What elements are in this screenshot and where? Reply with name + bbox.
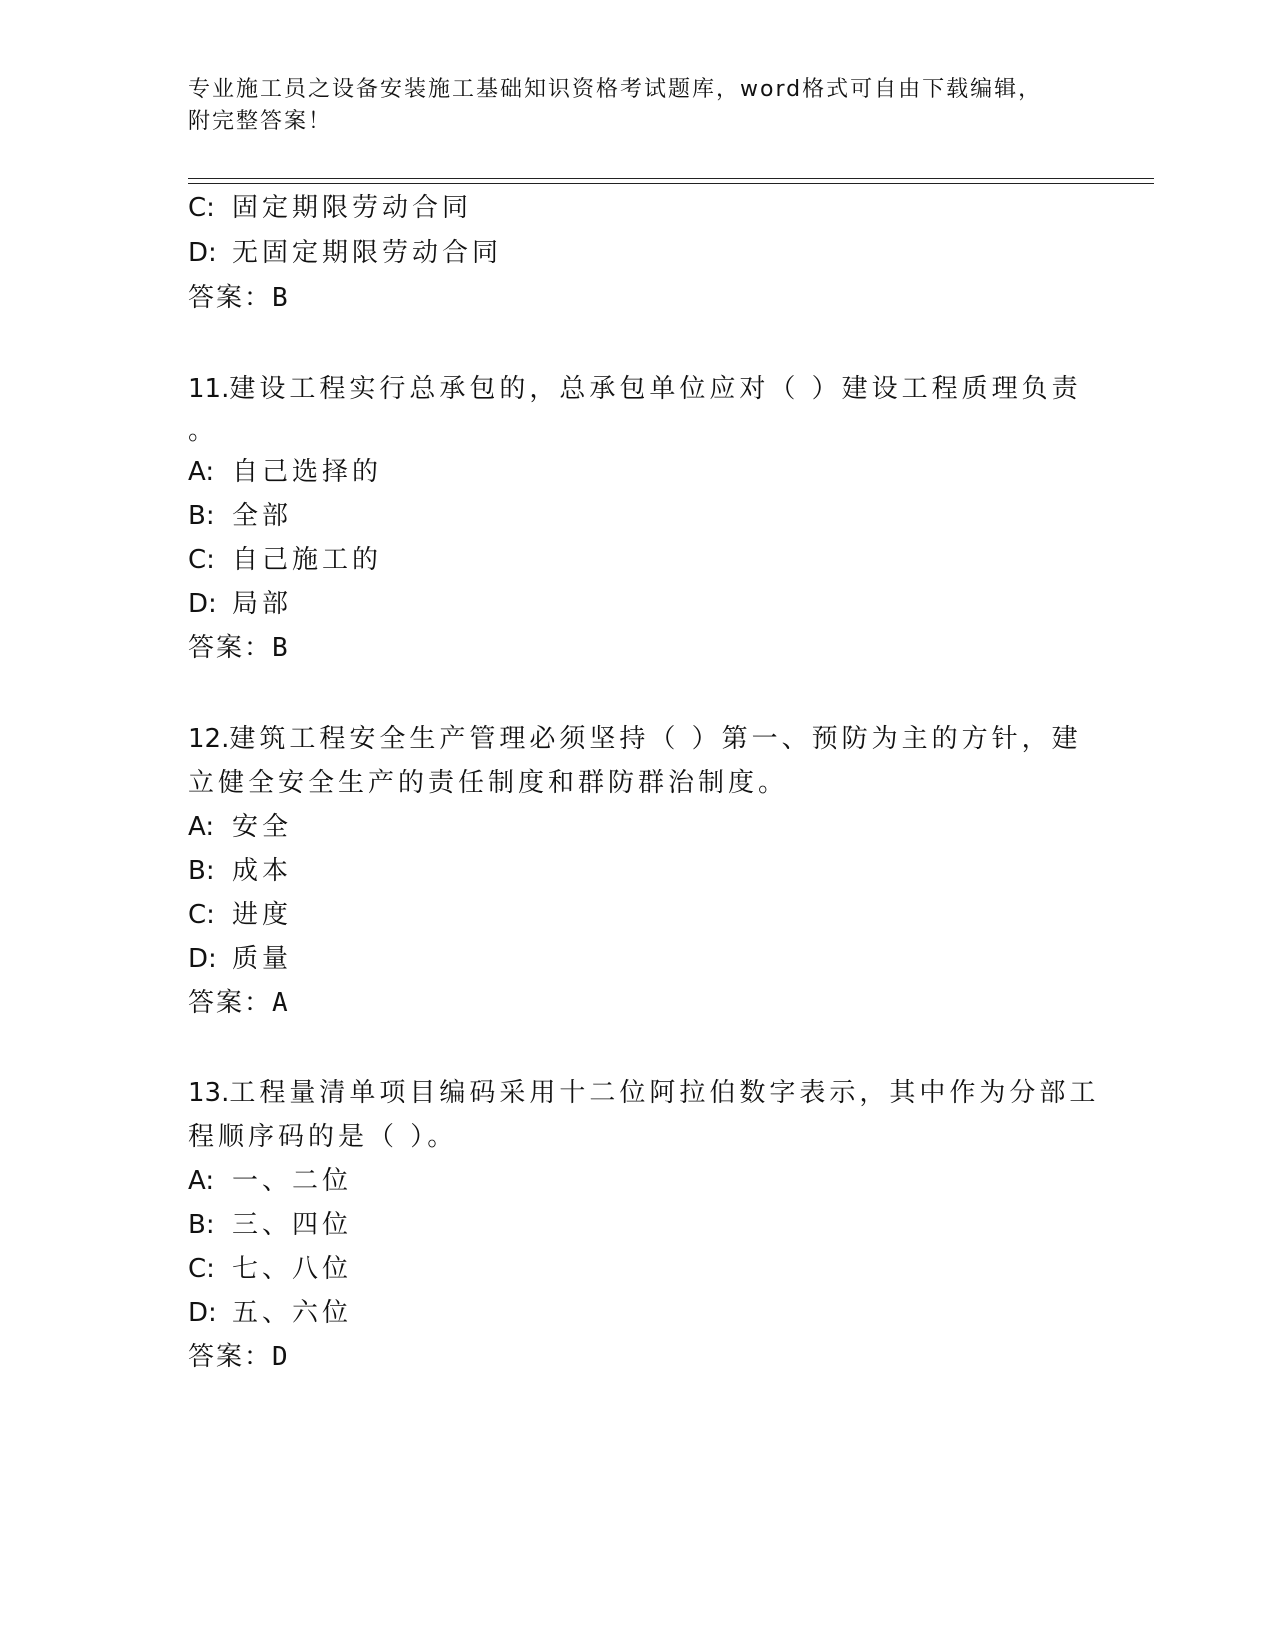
answer-value: A	[272, 988, 289, 1018]
option-text: 全部	[232, 501, 293, 531]
q12-stem-line-2: 立健全安全生产的责任制度和群防群治制度。	[188, 768, 789, 798]
option-key: D:	[188, 589, 217, 619]
q11-option-b	[188, 499, 292, 533]
option-text: 固定期限劳动合同	[232, 193, 473, 223]
q11-option-a	[188, 455, 382, 489]
q13-stem-line-1	[188, 1076, 1099, 1110]
q12-stem-line-1	[188, 722, 1082, 756]
q12-option-b	[188, 854, 292, 888]
option-text: 自己选择的	[232, 457, 383, 487]
header-line-1: 专业施工员之设备安装施工基础知识资格考试题库，word格式可自由下载编辑，	[188, 77, 1043, 102]
answer-label: 答案：	[188, 1342, 273, 1372]
q12-answer	[188, 986, 289, 1020]
q13-option-d	[188, 1296, 352, 1330]
option-text: 三、四位	[232, 1210, 353, 1240]
option-text: 局部	[232, 589, 293, 619]
option-key: A:	[188, 1166, 215, 1196]
option-key: A:	[188, 457, 215, 487]
q13-option-c	[188, 1252, 352, 1286]
q13-option-a	[188, 1164, 352, 1198]
option-key: C:	[188, 545, 215, 575]
option-text: 五、六位	[232, 1298, 353, 1328]
question-text: 建设工程实行总承包的，总承包单位应对（ ）建设工程质理负责	[229, 374, 1082, 404]
answer-value: B	[272, 283, 289, 313]
option-text: 自己施工的	[232, 545, 383, 575]
question-number: 12.	[188, 724, 230, 754]
option-text: 安全	[232, 812, 293, 842]
question-number: 13.	[188, 1078, 230, 1108]
option-key: C:	[188, 193, 215, 223]
option-text: 七、八位	[232, 1254, 353, 1284]
option-key: B:	[188, 1210, 215, 1240]
q10-answer	[188, 281, 289, 315]
option-key: B:	[188, 856, 215, 886]
q11-stem-line-1	[188, 372, 1082, 406]
q12-option-c	[188, 898, 292, 932]
q11-stem-line-2: 。	[188, 416, 219, 446]
q12-option-d	[188, 942, 292, 976]
answer-label: 答案：	[188, 633, 273, 663]
q12-option-a	[188, 810, 292, 844]
question-number: 11.	[188, 374, 230, 404]
option-key: D:	[188, 1298, 217, 1328]
option-text: 质量	[232, 944, 293, 974]
q13-option-b	[188, 1208, 352, 1242]
option-key: A:	[188, 812, 215, 842]
option-key: D:	[188, 238, 217, 268]
q10-option-d	[188, 236, 502, 270]
header-line-2: 附完整答案！	[188, 109, 333, 134]
option-text: 无固定期限劳动合同	[232, 238, 503, 268]
q11-option-c	[188, 543, 382, 577]
answer-label: 答案：	[188, 283, 273, 313]
q13-stem-line-2: 程顺序码的是（ ）。	[188, 1122, 458, 1152]
option-key: D:	[188, 944, 217, 974]
q13-answer	[188, 1340, 289, 1374]
q10-option-c	[188, 191, 472, 225]
header-divider-bottom	[188, 183, 1154, 184]
option-text: 一、二位	[232, 1166, 353, 1196]
option-key: C:	[188, 900, 215, 930]
q11-answer	[188, 631, 289, 665]
option-key: C:	[188, 1254, 215, 1284]
option-key: B:	[188, 501, 215, 531]
option-text: 成本	[232, 856, 293, 886]
answer-value: D	[272, 1342, 289, 1372]
header-divider-top	[188, 178, 1154, 179]
question-text: 建筑工程安全生产管理必须坚持（ ）第一、预防为主的方针，建	[229, 724, 1082, 754]
option-text: 进度	[232, 900, 293, 930]
answer-value: B	[272, 633, 289, 663]
question-text: 工程量清单项目编码采用十二位阿拉伯数字表示，其中作为分部工	[229, 1078, 1100, 1108]
answer-label: 答案：	[188, 988, 273, 1018]
document-header	[188, 74, 1068, 138]
q11-option-d	[188, 587, 292, 621]
